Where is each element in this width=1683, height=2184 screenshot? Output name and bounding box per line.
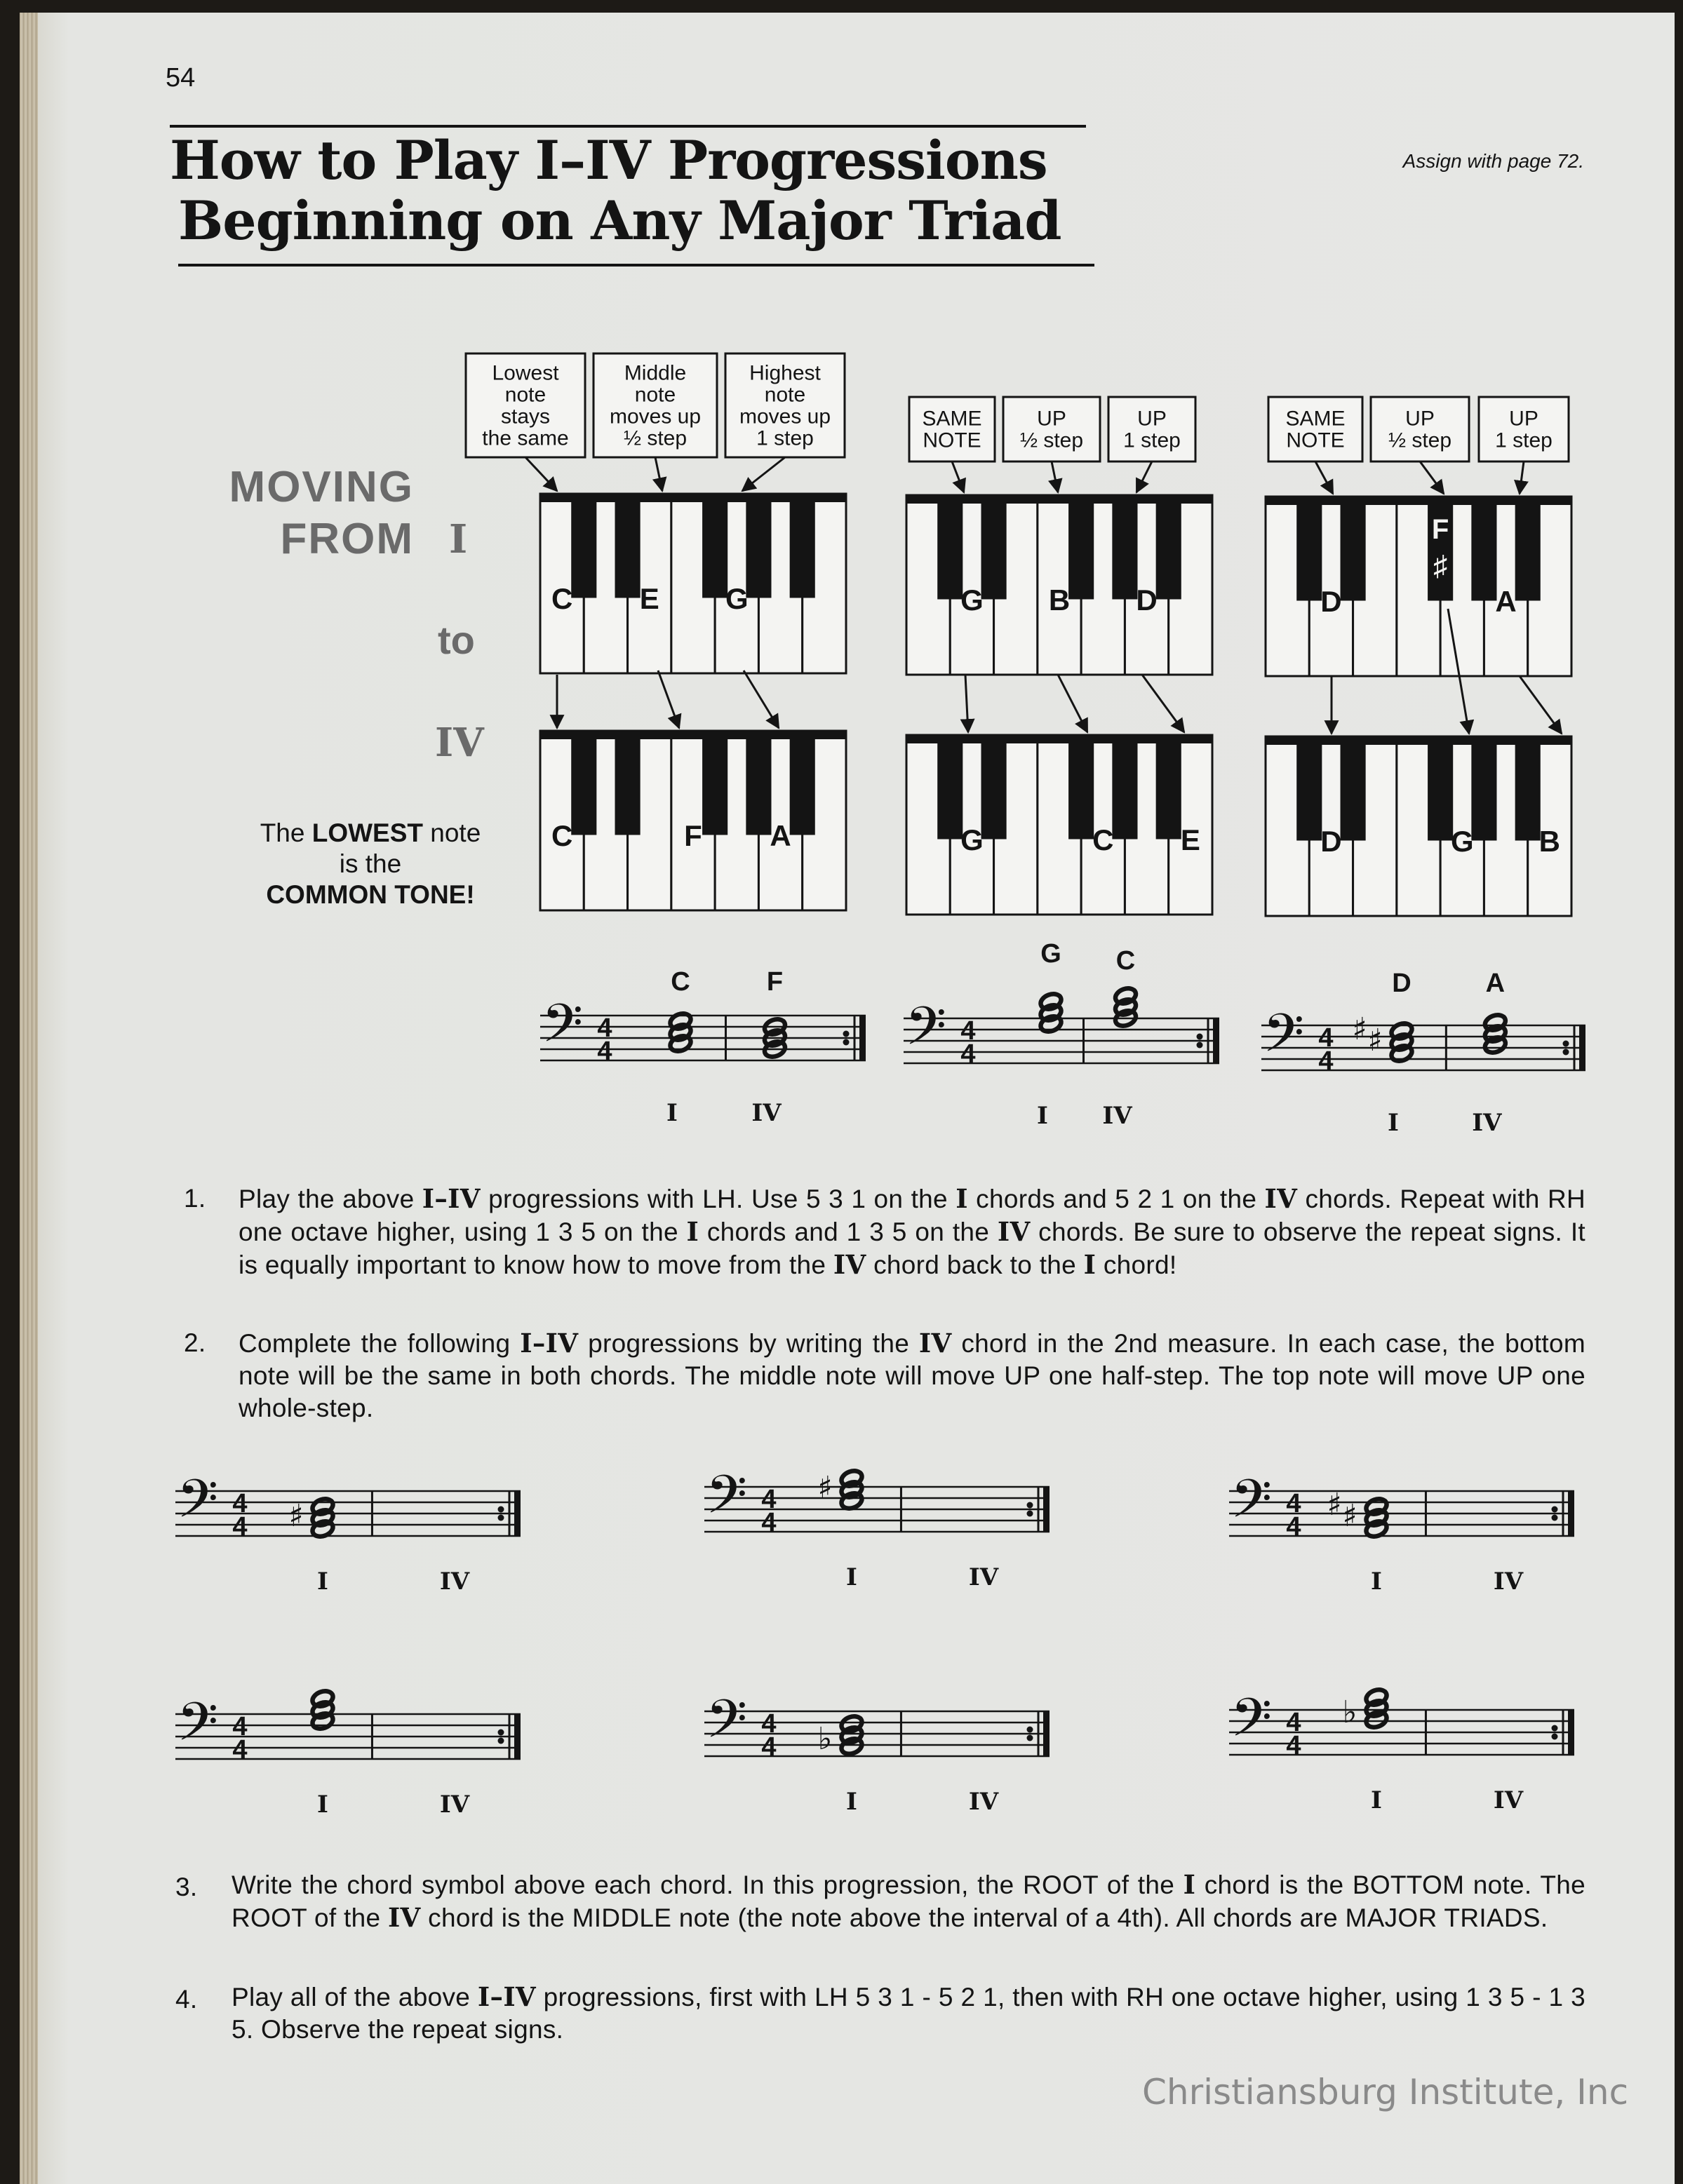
exercise-numeral-IV: IV [968, 1788, 999, 1816]
chord-name-f: F [766, 967, 784, 997]
repeat-dot [843, 1039, 850, 1046]
black-key [937, 495, 963, 599]
callout-1-3 [725, 353, 845, 491]
flat-sign: ♭ [817, 1721, 833, 1757]
time-signature-bottom: 4 [761, 1732, 777, 1762]
common-tone-line3: COMMON TONE! [266, 880, 475, 909]
exercise-staff-1 [175, 1468, 521, 1543]
black-key [790, 731, 815, 835]
callout-1-1-line: the same [482, 426, 569, 450]
key-label-c: C [551, 818, 573, 852]
callout-1-2-line: moves up [609, 405, 702, 429]
callout-2-2-line: UP [1037, 407, 1066, 431]
repeat-dot [1027, 1727, 1033, 1733]
instruction-3-number: 3. [175, 1873, 198, 1901]
side-roman-IV: IV [435, 720, 484, 766]
key-label-g: G [725, 581, 749, 615]
instruction-2-text: Complete the following I–IV progressions by writing the IV chord in the 2nd measure. In each case, the bottom note will be the same in both chords. The middle note will move UP one half-step. The top note will move UP one whole-step. [239, 1328, 1585, 1422]
black-key [937, 735, 963, 839]
numeral-IV: IV [751, 1099, 782, 1127]
callout-2-1-arrow [952, 461, 964, 492]
time-signature-bottom: 4 [1318, 1046, 1334, 1076]
callout-2-2-arrow [1052, 461, 1058, 492]
black-key [1341, 497, 1366, 600]
callout-2-2-line: ½ step [1019, 429, 1084, 452]
black-key [1296, 736, 1322, 840]
exercise-numeral-I: I [317, 1791, 328, 1819]
callout-2-3-line: 1 step [1123, 429, 1181, 452]
black-key [1296, 497, 1322, 600]
common-tone-pre: The [260, 818, 312, 847]
callout-2-1-line: NOTE [923, 429, 981, 452]
sharp-sign: ♯ [1367, 1023, 1383, 1058]
repeat-dot [1197, 1034, 1203, 1040]
common-tone-bold: LOWEST [311, 818, 423, 847]
repeat-thick-bar [514, 1714, 521, 1759]
common-tone-line2: is the [339, 849, 402, 878]
sharp-sign: ♯ [1342, 1498, 1357, 1534]
exercise-numeral-I: I [846, 1563, 857, 1591]
callout-3-2-line: UP [1405, 407, 1435, 431]
diagram-layer [20, 13, 1675, 2184]
callout-1-1-line: note [504, 383, 547, 407]
callout-1-1-arrow [525, 457, 557, 491]
bass-clef-icon: 𝄢 [1263, 1002, 1305, 1077]
key-move-arrow-2-3 [1142, 675, 1184, 732]
time-signature-top: 4 [597, 1013, 612, 1043]
callout-1-1-line: Lowest [492, 361, 559, 385]
exercise-chord-6 [1343, 1687, 1389, 1730]
exercise-chord-2 [817, 1468, 864, 1511]
repeat-dot [1552, 1506, 1558, 1513]
time-signature-bottom: 4 [960, 1039, 976, 1069]
key-label-a: A [770, 818, 791, 852]
bass-clef-icon: 𝄢 [706, 1688, 748, 1763]
key-label-g: G [1450, 824, 1474, 858]
callout-2-1 [909, 397, 995, 492]
key-label-e: E [639, 581, 659, 615]
black-key [1428, 497, 1453, 600]
repeat-dot [498, 1506, 504, 1513]
repeat-thick-bar [1043, 1711, 1050, 1756]
key-move-arrow-3-3 [1520, 676, 1562, 734]
exercise-staff-3 [1229, 1468, 1574, 1543]
callout-3-1-line: NOTE [1286, 429, 1345, 452]
black-key [981, 495, 1007, 599]
callout-1-2-line: ½ step [623, 426, 688, 450]
repeat-dot [1197, 1042, 1203, 1049]
callout-2-3 [1108, 397, 1195, 492]
sharp-sign: ♯ [1327, 1487, 1342, 1523]
black-key [702, 494, 727, 598]
bass-clef-icon: 𝄢 [706, 1464, 748, 1539]
bass-clef-icon: 𝄢 [905, 995, 947, 1070]
exercise-staff-6 [1229, 1687, 1574, 1762]
numeral-I: I [666, 1099, 678, 1127]
example-chord-3-I [1352, 1011, 1414, 1064]
black-key [1471, 497, 1496, 600]
black-key [615, 731, 641, 835]
title-line-1: How to Play I–IV Progressions [170, 129, 1047, 191]
black-key [1515, 497, 1541, 600]
black-key [1156, 495, 1181, 599]
sharp-sign: ♯ [817, 1470, 833, 1506]
exercise-staff-4 [175, 1691, 521, 1766]
time-signature-bottom: 4 [1286, 1512, 1301, 1542]
key-label-b: B [1538, 824, 1561, 858]
sharp-sign: ♯ [288, 1498, 304, 1534]
bass-clef-icon: 𝄢 [1231, 1687, 1273, 1762]
black-key [571, 494, 596, 598]
example-staff-1 [540, 992, 866, 1067]
textbook-page [20, 13, 1675, 2184]
exercise-numeral-I: I [317, 1568, 328, 1596]
callout-3-2-line: ½ step [1388, 429, 1452, 452]
black-key [981, 735, 1007, 839]
numeral-I: I [1037, 1102, 1048, 1130]
exercise-chord-5 [818, 1713, 864, 1757]
black-key [1428, 736, 1453, 840]
exercise-numeral-IV: IV [439, 1791, 470, 1819]
chord-name-a: A [1485, 969, 1506, 998]
repeat-dot [1563, 1049, 1569, 1056]
time-signature-top: 4 [232, 1712, 248, 1741]
watermark: Christiansburg Institute, Inc [1142, 2072, 1629, 2112]
time-signature-top: 4 [1318, 1023, 1334, 1053]
time-signature-bottom: 4 [1286, 1731, 1301, 1760]
example-staff-3 [1261, 1002, 1585, 1077]
example-chord-2-I [1038, 991, 1063, 1034]
callout-2-1-line: SAME [922, 407, 982, 431]
black-key [1112, 495, 1137, 599]
black-key [615, 494, 641, 598]
callout-1-3-line: moves up [739, 405, 831, 429]
black-key [702, 731, 727, 835]
black-key [746, 494, 771, 598]
side-roman-I: I [449, 516, 468, 562]
keyboard-2-IV [906, 735, 1212, 915]
key-label-b: B [1048, 583, 1071, 616]
callout-1-2-line: Middle [624, 361, 687, 385]
time-signature-bottom: 4 [232, 1512, 248, 1542]
repeat-thick-bar [514, 1491, 521, 1536]
flat-sign: ♭ [1342, 1694, 1357, 1730]
repeat-dot [1552, 1725, 1558, 1732]
repeat-dot [1027, 1502, 1033, 1509]
bass-clef-icon: 𝄢 [1231, 1468, 1273, 1543]
key-label-sharp-sign: ♯ [1433, 551, 1448, 581]
repeat-dot [1563, 1041, 1569, 1047]
exercise-numeral-IV: IV [1493, 1568, 1524, 1596]
callout-3-1-line: SAME [1285, 407, 1346, 431]
page-number: 54 [166, 63, 196, 93]
callout-1-3-line: note [764, 383, 806, 407]
exercise-numeral-I: I [1371, 1786, 1382, 1814]
callout-1-3-arrow [742, 457, 785, 491]
exercise-numeral-IV: IV [1493, 1786, 1524, 1814]
time-signature-top: 4 [1286, 1708, 1301, 1737]
key-label-d: D [1320, 824, 1342, 858]
repeat-thick-bar [1043, 1487, 1050, 1532]
callout-3-2-arrow [1420, 461, 1444, 494]
keyboard-1-I [540, 494, 846, 673]
chord-name-g: G [1040, 939, 1061, 969]
from-word: FROM [280, 515, 414, 563]
callout-3-3-line: UP [1509, 407, 1538, 431]
time-signature-top: 4 [761, 1709, 777, 1739]
key-label-a: A [1495, 584, 1517, 618]
example-chord-2-IV [1113, 985, 1138, 1028]
black-key [571, 731, 596, 835]
key-label-e: E [1180, 823, 1200, 856]
key-label-c: C [1092, 823, 1114, 856]
key-label-g: G [960, 823, 984, 856]
exercise-staff-5 [704, 1688, 1050, 1763]
key-move-arrow-2-2 [1058, 675, 1087, 732]
side-to-word: to [438, 618, 475, 662]
black-key [1068, 495, 1094, 599]
black-key [1112, 735, 1137, 839]
key-label-f: F [684, 818, 702, 852]
keyboard-3-I [1266, 497, 1571, 676]
title-line-2: Beginning on Any Major Triad [178, 189, 1061, 252]
exercise-numeral-I: I [846, 1788, 857, 1816]
repeat-thick-bar [1568, 1491, 1574, 1536]
example-chord-1-I [668, 1011, 692, 1053]
exercise-staff-2 [704, 1464, 1050, 1539]
numeral-IV: IV [1102, 1102, 1132, 1130]
repeat-dot [498, 1730, 504, 1736]
black-key [1341, 736, 1366, 840]
bass-clef-icon: 𝄢 [177, 1468, 219, 1543]
callout-1-1-line: stays [500, 405, 551, 429]
exercise-numeral-IV: IV [968, 1563, 999, 1591]
repeat-thick-bar [1213, 1018, 1219, 1063]
black-key [1068, 735, 1094, 839]
black-key [790, 494, 815, 598]
time-signature-top: 4 [761, 1485, 777, 1514]
callout-1-2 [594, 353, 717, 491]
callout-3-1-arrow [1315, 461, 1333, 494]
repeat-dot [1027, 1735, 1033, 1741]
sharp-sign: ♯ [1352, 1011, 1367, 1047]
key-move-arrow-1-3 [744, 670, 779, 728]
callout-3-2 [1371, 397, 1469, 494]
callout-1-2-arrow [655, 457, 662, 491]
time-signature-top: 4 [232, 1489, 248, 1518]
callout-3-3 [1479, 397, 1569, 494]
callout-1-3-line: Highest [749, 361, 821, 385]
instruction-1-number: 1. [184, 1184, 206, 1213]
time-signature-bottom: 4 [761, 1508, 777, 1537]
exercise-numeral-I: I [1371, 1568, 1382, 1596]
black-key [1471, 736, 1496, 840]
example-chord-3-IV [1483, 1012, 1508, 1055]
callout-1-2-line: note [634, 383, 676, 407]
bass-clef-icon: 𝄢 [177, 1691, 219, 1766]
numeral-IV: IV [1472, 1109, 1502, 1137]
numeral-I: I [1388, 1109, 1399, 1137]
repeat-thick-bar [1579, 1025, 1585, 1070]
instruction-1-text: Play the above I–IV progressions with LH. Use 5 3 1 on the I chords and 5 2 1 on the IV chords. Repeat with RH one octave higher, using 1 3 5 on the I chords and 1 3 5 on the IV chords. Be sure to observe the repeat signs. It is equally important to know how to move from the IV chord back to the I chord! [239, 1183, 1585, 1280]
key-move-arrow-2-1 [965, 675, 968, 732]
callout-3-3-arrow [1520, 461, 1524, 494]
repeat-thick-bar [1568, 1710, 1574, 1755]
callout-1-3-line: 1 step [756, 426, 814, 450]
key-label-d: D [1136, 583, 1158, 616]
key-label-g: G [960, 583, 984, 616]
instruction-3-text: Write the chord symbol above each chord. In this progression, the ROOT of the I chord is the BOTTOM note. The ROOT of the IV chord is the MIDDLE note (the note above the interval of a 4th). All chords are MAJOR TRIADS. [232, 1869, 1585, 1933]
callout-2-3-arrow [1136, 461, 1152, 492]
callout-1-1 [466, 353, 585, 491]
instruction-2-number: 2. [184, 1328, 206, 1357]
instruction-4-number: 4. [175, 1985, 198, 2014]
instruction-4-text: Play all of the above I–IV progressions, first with LH 5 3 1 - 5 2 1, then with RH one octave higher, using 1 3 5 - 1 3 5. Observe the repeat signs. [232, 1981, 1585, 2044]
black-key [1156, 735, 1181, 839]
key-label-c: C [551, 581, 573, 615]
repeat-thick-bar [859, 1016, 866, 1060]
common-tone-post: note [423, 818, 481, 847]
chord-name-d: D [1392, 969, 1412, 998]
black-key [1515, 736, 1541, 840]
repeat-dot [1552, 1734, 1558, 1740]
key-move-arrow-1-2 [658, 670, 679, 728]
repeat-dot [1027, 1511, 1033, 1517]
repeat-dot [498, 1738, 504, 1744]
exercise-numeral-IV: IV [439, 1568, 470, 1596]
callout-2-3-line: UP [1137, 407, 1167, 431]
bass-clef-icon: 𝄢 [542, 992, 584, 1067]
callout-2-2 [1003, 397, 1100, 492]
assign-note: Assign with page 72. [1402, 150, 1584, 172]
callout-3-3-line: 1 step [1495, 429, 1553, 452]
callout-3-1 [1268, 397, 1362, 494]
key-label-f-sharp: F [1431, 514, 1449, 545]
time-signature-bottom: 4 [597, 1037, 612, 1066]
time-signature-bottom: 4 [232, 1735, 248, 1765]
chord-name-c: C [671, 967, 690, 997]
time-signature-top: 4 [1286, 1489, 1301, 1518]
repeat-dot [1552, 1515, 1558, 1521]
time-signature-top: 4 [960, 1016, 976, 1046]
chord-name-c: C [1115, 946, 1136, 976]
keyboard-3-IV [1266, 736, 1571, 916]
repeat-dot [843, 1031, 850, 1037]
repeat-dot [498, 1515, 504, 1521]
key-label-d: D [1320, 584, 1342, 618]
black-key [746, 731, 771, 835]
moving-word: MOVING [229, 463, 414, 511]
